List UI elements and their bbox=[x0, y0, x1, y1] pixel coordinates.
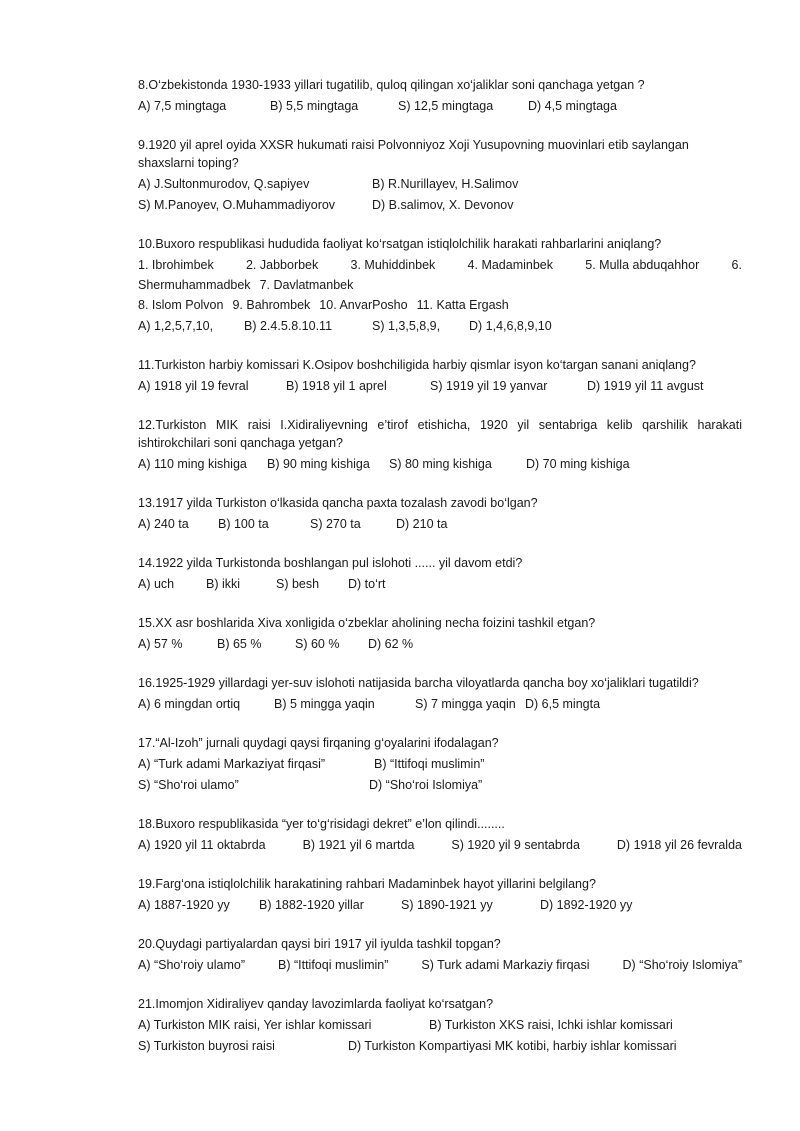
list-item: 9. Bahrombek bbox=[232, 298, 311, 312]
answer-option[interactable]: B) 1882-1920 yillar bbox=[259, 898, 364, 912]
question-stem: 12.Turkiston MIK raisi I.Xidiraliyevning e’tirof etishicha, 1920 yil sentabriga kelib qarshilik harakati ishtirokchilari soni qanchaga yetgan? bbox=[138, 418, 742, 450]
question-stem: 15.XX asr boshlarida Xiva xonligida o‘zbeklar aholining necha foizini tashkil etgan? bbox=[138, 616, 596, 630]
list-item: 1. Ibrohimbek bbox=[138, 258, 214, 272]
leader-list bbox=[138, 296, 742, 314]
answer-option[interactable]: D) 70 ming kishiga bbox=[526, 457, 630, 471]
answer-option[interactable]: D) 1892-1920 yy bbox=[540, 898, 633, 912]
answer-row bbox=[138, 836, 742, 854]
answer-option[interactable]: A) 110 ming kishiga bbox=[138, 457, 247, 471]
answer-option[interactable]: B) 65 % bbox=[217, 637, 262, 651]
answer-option[interactable]: A) Turkiston MIK raisi, Yer ishlar komissari bbox=[138, 1018, 372, 1032]
question-19 bbox=[138, 875, 742, 914]
question-10 bbox=[138, 235, 742, 335]
answer-option[interactable]: S) Turk adami Markaziy firqasi bbox=[421, 958, 590, 972]
answer-option[interactable]: D) 1919 yil 11 avgust bbox=[587, 379, 704, 393]
answer-row bbox=[138, 575, 742, 593]
answer-option[interactable]: B) Turkiston XKS raisi, Ichki ishlar komissari bbox=[429, 1018, 673, 1032]
leader-list bbox=[138, 256, 742, 274]
answer-option[interactable]: B) 2.4.5.8.10.11 bbox=[244, 319, 333, 333]
answer-option[interactable]: D) 1,4,6,8,9,10 bbox=[469, 319, 552, 333]
question-stem: 17.“Al-Izoh” jurnali quydagi qaysi firqaning g‘oyalarini ifodalagan? bbox=[138, 736, 499, 750]
answer-option[interactable]: S) 7 mingga yaqin bbox=[415, 697, 516, 711]
question-16 bbox=[138, 674, 742, 713]
question-stem: 14.1922 yilda Turkistonda boshlangan pul islohoti ...... yil davom etdi? bbox=[138, 556, 523, 570]
answer-option[interactable]: B) ikki bbox=[206, 577, 241, 591]
question-stem: 21.Imomjon Xidiraliyev qanday lavozimlarda faoliyat ko‘rsatgan? bbox=[138, 997, 494, 1011]
answer-option[interactable]: D) “Sho‘roi Islomiya” bbox=[369, 778, 483, 792]
answer-option[interactable]: S) 1890-1921 yy bbox=[401, 898, 493, 912]
answer-option[interactable]: B) 90 ming kishiga bbox=[267, 457, 370, 471]
answer-row bbox=[138, 755, 742, 773]
answer-option[interactable]: A) “Turk adami Markaziyat firqasi” bbox=[138, 757, 326, 771]
list-item: 3. Muhiddinbek bbox=[350, 258, 436, 272]
answer-option[interactable]: D) to‘rt bbox=[348, 577, 386, 591]
answer-option[interactable]: B) 5,5 mingtaga bbox=[270, 99, 359, 113]
question-21 bbox=[138, 995, 742, 1055]
answer-row bbox=[138, 515, 742, 533]
answer-option[interactable]: S) 80 ming kishiga bbox=[389, 457, 492, 471]
answer-option[interactable]: S) 12,5 mingtaga bbox=[398, 99, 494, 113]
answer-row bbox=[138, 455, 742, 473]
question-17 bbox=[138, 734, 742, 794]
list-item: 7. Davlatmanbek bbox=[259, 278, 354, 292]
answer-option[interactable]: S) “Sho‘roi ulamo” bbox=[138, 778, 239, 792]
answer-option[interactable]: A) 1918 yil 19 fevral bbox=[138, 379, 249, 393]
answer-row bbox=[138, 175, 742, 193]
answer-row bbox=[138, 1037, 742, 1055]
question-8 bbox=[138, 76, 742, 115]
answer-row bbox=[138, 317, 742, 335]
answer-option[interactable]: D) 4,5 mingtaga bbox=[528, 99, 617, 113]
question-12 bbox=[138, 416, 742, 473]
question-stem: 9.1920 yil aprel oyida XXSR hukumati raisi Polvonniyoz Xoji Yusupovning muovinlari etib saylangan shaxslarni toping? bbox=[138, 138, 689, 170]
answer-option[interactable]: D) 62 % bbox=[368, 637, 414, 651]
list-item: 8. Islom Polvon bbox=[138, 298, 224, 312]
answer-option[interactable]: A) uch bbox=[138, 577, 175, 591]
answer-row bbox=[138, 377, 742, 395]
answer-option[interactable]: A) 1,2,5,7,10, bbox=[138, 319, 214, 333]
answer-option[interactable]: D) 6,5 mingta bbox=[525, 697, 601, 711]
answer-row bbox=[138, 196, 742, 214]
answer-option[interactable]: S) 1919 yil 19 yanvar bbox=[430, 379, 548, 393]
answer-option[interactable]: A) J.Sultonmurodov, Q.sapiyev bbox=[138, 177, 310, 191]
answer-option[interactable]: S) 1,3,5,8,9, bbox=[372, 319, 441, 333]
answer-option[interactable]: A) 57 % bbox=[138, 637, 183, 651]
answer-option[interactable]: B) R.Nurillayev, H.Salimov bbox=[372, 177, 519, 191]
list-item: 2. Jabborbek bbox=[245, 258, 319, 272]
answer-option[interactable]: D) “Sho‘roiy Islomiya” bbox=[622, 958, 742, 972]
leader-list bbox=[138, 276, 742, 294]
answer-option[interactable]: B) 100 ta bbox=[218, 517, 269, 531]
answer-row bbox=[138, 896, 742, 914]
list-item: Shermuhammadbek bbox=[138, 278, 251, 292]
answer-option[interactable]: A) 1920 yil 11 oktabrda bbox=[138, 838, 266, 852]
answer-option[interactable]: D) 210 ta bbox=[396, 517, 448, 531]
answer-option[interactable]: A) 1887-1920 yy bbox=[138, 898, 230, 912]
answer-option[interactable]: B) “Ittifoqi muslimin” bbox=[277, 958, 389, 972]
answer-option[interactable]: A) 240 ta bbox=[138, 517, 189, 531]
answer-option[interactable]: B) 5 mingga yaqin bbox=[274, 697, 375, 711]
answer-row bbox=[138, 695, 742, 713]
list-item: 6. bbox=[731, 258, 742, 272]
question-stem: 11.Turkiston harbiy komissari K.Osipov boshchiligida harbiy qismlar isyon ko‘targan sanani aniqlang? bbox=[138, 358, 696, 372]
question-18 bbox=[138, 815, 742, 854]
answer-option[interactable]: S) M.Panoyev, O.Muhammadiyorov bbox=[138, 198, 336, 212]
answer-option[interactable]: A) “Sho‘roiy ulamo” bbox=[138, 958, 245, 972]
answer-option[interactable]: D) B.salimov, X. Devonov bbox=[372, 198, 514, 212]
question-20 bbox=[138, 935, 742, 974]
answer-option[interactable]: A) 7,5 mingtaga bbox=[138, 99, 227, 113]
question-stem: 18.Buxoro respublikasida “yer to‘g‘risidagi dekret” e’lon qilindi........ bbox=[138, 817, 505, 831]
answer-option[interactable]: B) 1921 yil 6 martda bbox=[302, 838, 415, 852]
answer-option[interactable]: S) 60 % bbox=[295, 637, 340, 651]
answer-option[interactable]: D) 1918 yil 26 fevralda bbox=[616, 838, 742, 852]
answer-option[interactable]: S) Turkiston buyrosi raisi bbox=[138, 1039, 275, 1053]
answer-option[interactable]: A) 6 mingdan ortiq bbox=[138, 697, 241, 711]
question-stem: 13.1917 yilda Turkiston o‘lkasida qancha paxta tozalash zavodi bo‘lgan? bbox=[138, 496, 538, 510]
question-stem: 16.1925-1929 yillardagi yer-suv islohoti natijasida barcha viloyatlarda qancha boy xo‘jaliklari tugatildi? bbox=[138, 676, 699, 690]
answer-row bbox=[138, 776, 742, 794]
answer-row bbox=[138, 97, 742, 115]
question-11 bbox=[138, 356, 742, 395]
question-stem: 20.Quydagi partiyalardan qaysi biri 1917 yil iyulda tashkil topgan? bbox=[138, 937, 501, 951]
list-item: 10. AnvarPosho bbox=[319, 298, 408, 312]
answer-row bbox=[138, 635, 742, 653]
answer-option[interactable]: B) 1918 yil 1 aprel bbox=[286, 379, 387, 393]
question-stem: 8.O‘zbekistonda 1930-1933 yillari tugatilib, quloq qilingan xo‘jaliklar soni qanchaga yetgan ? bbox=[138, 78, 645, 92]
question-15 bbox=[138, 614, 742, 653]
answer-row bbox=[138, 956, 742, 974]
answer-option[interactable]: B) “Ittifoqi muslimin” bbox=[374, 757, 485, 771]
answer-option[interactable]: D) Turkiston Kompartiyasi MK kotibi, harbiy ishlar komissari bbox=[348, 1039, 677, 1053]
answer-row bbox=[138, 1016, 742, 1034]
list-item: 5. Mulla abduqahhor bbox=[585, 258, 700, 272]
question-stem: 10.Buxoro respublikasi hududida faoliyat ko‘rsatgan istiqlolchilik harakati rahbarlarini aniqlang? bbox=[138, 237, 662, 251]
question-14 bbox=[138, 554, 742, 593]
question-13 bbox=[138, 494, 742, 533]
question-stem: 19.Farg‘ona istiqlolchilik harakatining rahbari Madaminbek hayot yillarini belgilang? bbox=[138, 877, 596, 891]
list-item: 4. Madaminbek bbox=[467, 258, 554, 272]
answer-option[interactable]: S) 270 ta bbox=[310, 517, 361, 531]
test-page bbox=[138, 76, 742, 1076]
list-item: 11. Katta Ergash bbox=[416, 298, 509, 312]
answer-option[interactable]: S) besh bbox=[276, 577, 320, 591]
answer-option[interactable]: S) 1920 yil 9 sentabrda bbox=[451, 838, 580, 852]
question-9 bbox=[138, 136, 742, 214]
